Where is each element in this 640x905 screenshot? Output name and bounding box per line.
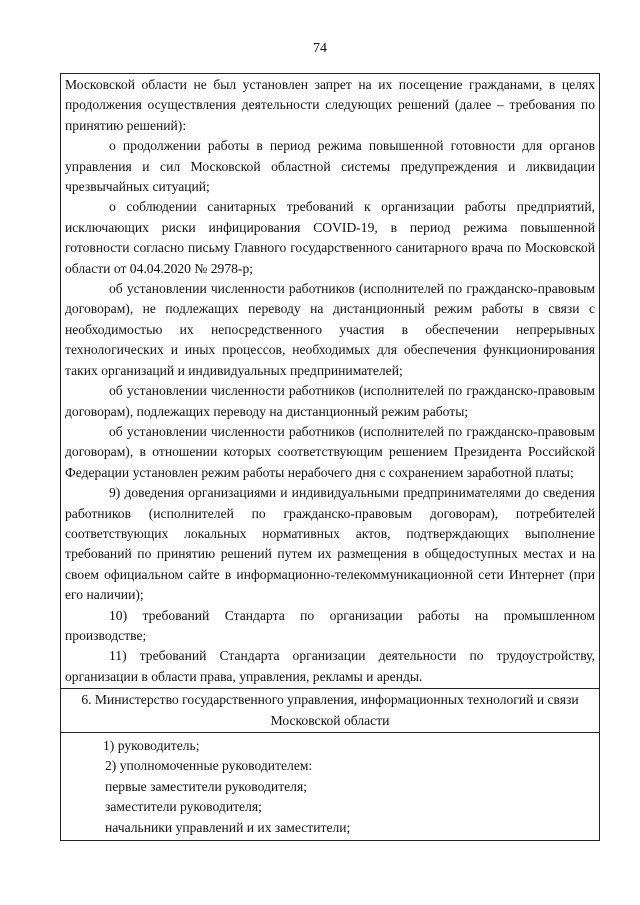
paragraph: 9) доведения организациями и индивидуальными предпринимателями до сведения работников (исполнителей по гражданско-правовым договорам), потребителей соответствующих локальных нормативных актов, подтверждающих выполнение требований по принятию решений путем их размещения в общедоступных местах и на своем официальном сайте в информационно-телекоммуникационной сети Интернет (при его наличии); <box>65 485 595 603</box>
list-item: 1) руководитель; <box>103 738 200 753</box>
paragraph: об установлении численности работников (исполнителей по гражданско-правовым договорам), подлежащих переводу на дистанционный режим работы; <box>65 383 595 419</box>
page-number: 74 <box>313 41 327 56</box>
paragraph: об установлении численности работников (исполнителей по гражданско-правовым договорам), в отношении которых соответствующим решением Президента Российской Федерации установлен режим работы нерабочего дня с сохранением заработной платы; <box>65 423 595 480</box>
section-heading: 6. Министерство государственного управления, информационных технологий и связи Московской области <box>81 692 579 728</box>
paragraph: 10) требований Стандарта по организации работы на промышленном производстве; <box>65 607 595 643</box>
paragraph: о соблюдении санитарных требований к организации работы предприятий, исключающих риски инфицирования COVID-19, в период режима повышенной готовности согласно письму Главного государственного санитарного врача по Московской области от 04.04.2020 № 2978-р; <box>65 199 595 276</box>
section-heading-cell <box>60 688 600 732</box>
list-item: 2) уполномоченные руководителем: <box>105 758 313 774</box>
document-table <box>60 73 600 841</box>
requirements-cell <box>60 73 600 688</box>
list-item: заместители руководителя; <box>105 799 262 815</box>
officials-list-cell <box>60 732 600 841</box>
list-item: первые заместители руководителя; <box>105 778 307 794</box>
paragraph: об установлении численности работников (исполнителей по гражданско-правовым договорам), не подлежащих переводу на дистанционный режим работы в связи с необходимостью их непосредственного участия в обеспечении непрерывных технологических и иных процессов, необходимых для обеспечения функционирования таких организаций и индивидуальных предпринимателей; <box>65 281 595 378</box>
paragraph: 11) требований Стандарта организации деятельности по трудоустройству, организации в области права, управления, рекламы и аренды. <box>65 648 595 684</box>
paragraph: Московской области не был установлен запрет на их посещение гражданами, в целях продолжения осуществления деятельности следующих решений (далее – требования по принятию решений): <box>65 77 595 133</box>
list-item: начальники управлений и их заместители; <box>105 819 351 835</box>
paragraph: о продолжении работы в период режима повышенной готовности для органов управления и сил Московской областной системы предупреждения и ликвидации чрезвычайных ситуаций; <box>65 138 595 195</box>
